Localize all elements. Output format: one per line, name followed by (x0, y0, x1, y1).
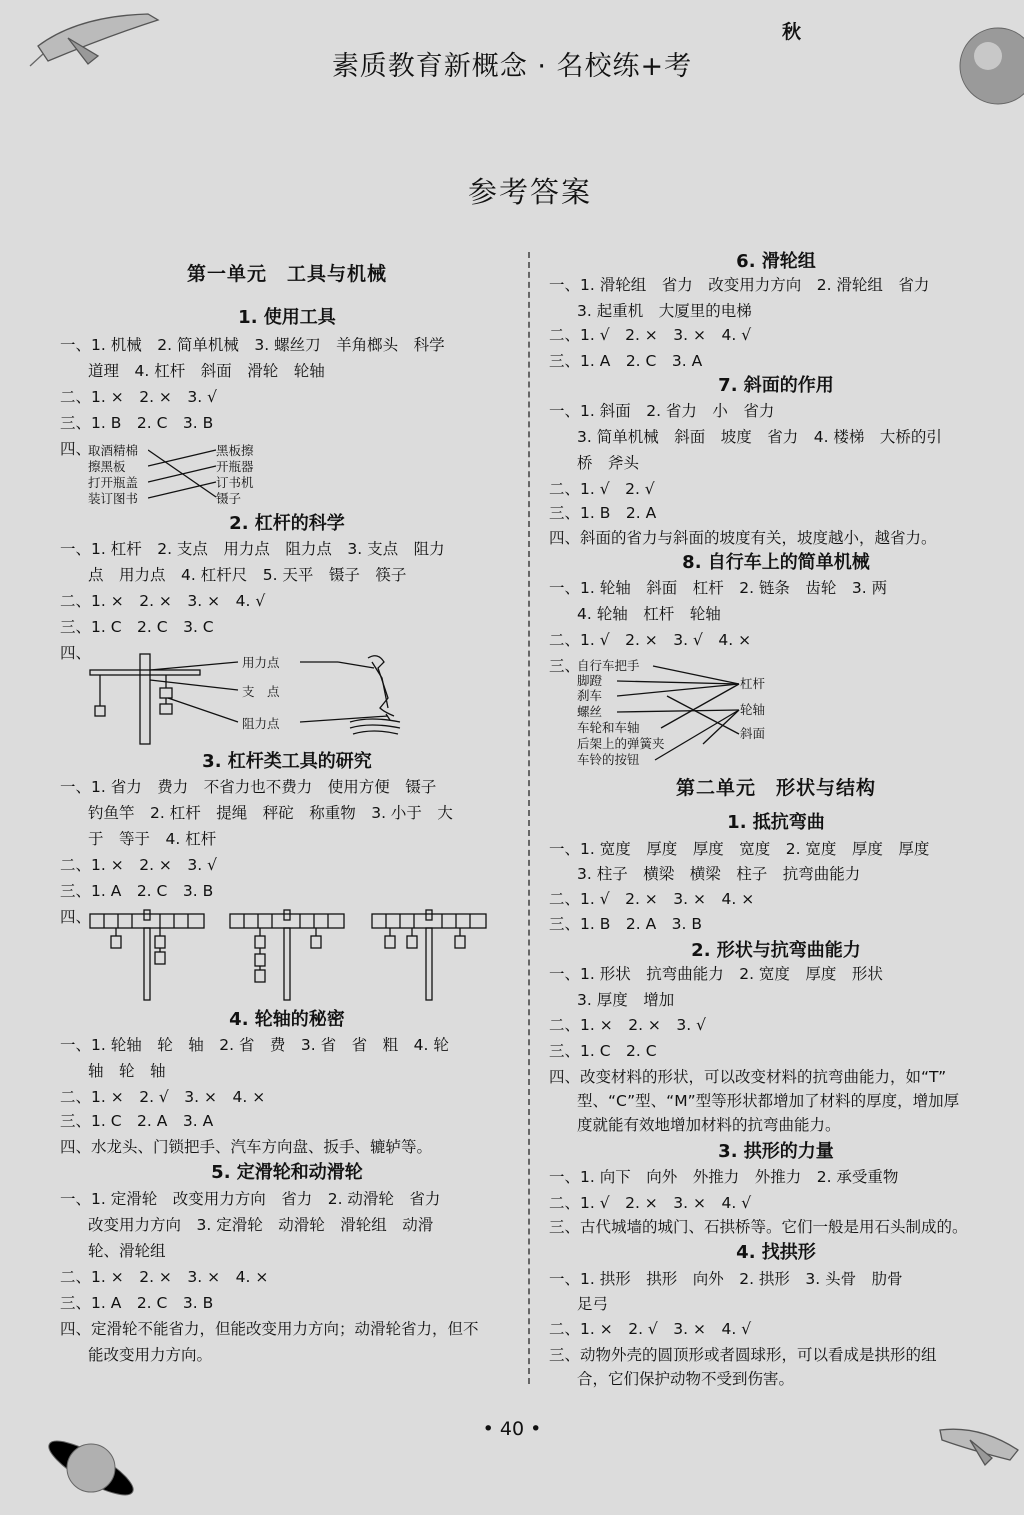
answer-line: 四、改变材料的形状，可以改变材料的抗弯曲能力，如“T” (549, 1068, 947, 1086)
answer-line: 能改变用力方向。 (88, 1346, 213, 1364)
answer-line: 二、1. × 2. × 3. × 4. × (60, 1268, 269, 1286)
answer-line: 于 等于 4. 杠杆 (88, 830, 217, 848)
answer-line: 二、1. √ 2. × 3. × 4. × (549, 890, 755, 908)
answer-line: 二、1. √ 2. × 3. √ 4. × (549, 631, 752, 649)
match-left-item: 脚蹬 (577, 673, 603, 688)
section-title: 6. 滑轮组 (736, 251, 816, 272)
match-left-item: 自行车把手 (577, 658, 640, 673)
answer-line: 一、1. 形状 抗弯曲能力 2. 宽度 厚度 形状 (549, 965, 883, 983)
match-right-item: 黑板擦 (216, 443, 254, 458)
match-left-item: 打开瓶盖 (88, 475, 139, 490)
unit-2-heading: 第二单元 形状与结构 (675, 777, 876, 799)
section-title: 8. 自行车上的简单机械 (682, 552, 870, 573)
answer-line: 道理 4. 杠杆 斜面 滑轮 轮轴 (88, 362, 325, 380)
section-title: 7. 斜面的作用 (718, 375, 834, 396)
lever-label: 阻力点 (242, 716, 280, 731)
answer-line: 二、1. × 2. √ 3. × 4. √ (549, 1320, 752, 1338)
answer-line: 三、1. C 2. C (549, 1042, 657, 1060)
match-left-item: 取酒精棉 (88, 443, 139, 458)
unit-1-heading: 第一单元 工具与机械 (186, 263, 387, 285)
answer-line: 三、动物外壳的圆顶形或者圆球形，可以看成是拱形的组 (549, 1346, 937, 1364)
answer-line: 合，它们保护动物不受到伤害。 (577, 1370, 795, 1388)
answer-line: 二、1. × 2. √ 3. × 4. × (60, 1088, 266, 1106)
page-title: 参考答案 (467, 175, 592, 209)
answer-line: 一、1. 宽度 厚度 厚度 宽度 2. 宽度 厚度 厚度 (549, 840, 930, 858)
lever-balance-diagrams (88, 906, 518, 1006)
answer-label: 四、 (60, 440, 92, 458)
answer-line: 三、1. A 2. C 3. B (60, 1294, 214, 1312)
match-left-item: 后架上的弹簧夹 (577, 736, 665, 751)
match-left-item: 螺丝 (577, 704, 603, 719)
match-left-item: 擦黑板 (88, 459, 126, 474)
answer-line: 四、定滑轮不能省力，但能改变用力方向；动滑轮省力，但不 (60, 1320, 479, 1338)
section-title: 5. 定滑轮和动滑轮 (211, 1162, 363, 1183)
answer-line: 三、1. A 2. C 3. A (549, 352, 703, 370)
lever-label: 用力点 (242, 655, 280, 670)
answer-label: 四、 (60, 908, 92, 926)
match-right-item: 轮轴 (740, 702, 766, 717)
answer-line: 三、1. C 2. A 3. A (60, 1112, 214, 1130)
answer-line: 轮、滑轮组 (88, 1242, 166, 1260)
answer-label: 三、 (549, 657, 581, 675)
matching-lines (617, 658, 743, 768)
answer-line: 二、1. × 2. × 3. √ (60, 388, 217, 406)
match-right-item: 镊子 (216, 491, 242, 506)
answer-line: 二、1. × 2. × 3. √ (549, 1016, 706, 1034)
answer-line: 3. 厚度 增加 (577, 991, 675, 1009)
answer-line: 一、1. 轮轴 斜面 杠杆 2. 链条 齿轮 3. 两 (549, 579, 888, 597)
answer-line: 3. 简单机械 斜面 坡度 省力 4. 楼梯 大桥的引 (577, 428, 942, 446)
answer-line: 四、水龙头、门锁把手、汽车方向盘、扳手、辘轳等。 (60, 1138, 433, 1156)
answer-line: 二、1. × 2. × 3. √ (60, 856, 217, 874)
answer-line: 一、1. 斜面 2. 省力 小 省力 (549, 402, 775, 420)
section-title: 1. 使用工具 (238, 307, 336, 328)
match-right-item: 杠杆 (740, 676, 766, 691)
section-title: 3. 杠杆类工具的研究 (202, 751, 372, 772)
answer-line: 三、1. A 2. C 3. B (60, 882, 214, 900)
answer-line: 三、1. B 2. A 3. B (549, 915, 703, 933)
answer-line: 4. 轮轴 杠杆 轮轴 (577, 605, 721, 623)
answer-line: 二、1. √ 2. × 3. × 4. √ (549, 1194, 752, 1212)
answer-line: 一、1. 杠杆 2. 支点 用力点 阻力点 3. 支点 阻力 (60, 540, 445, 558)
header-title: 素质教育新概念 · 名校练+考 (331, 51, 693, 82)
lever-label: 支 点 (242, 684, 280, 699)
match-right-item: 开瓶器 (216, 459, 254, 474)
answer-line: 桥 斧头 (577, 454, 640, 472)
match-right-item: 斜面 (740, 726, 766, 741)
answer-line: 一、1. 向下 向外 外推力 外推力 2. 承受重物 (549, 1168, 899, 1186)
answer-line: 二、1. × 2. × 3. × 4. √ (60, 592, 266, 610)
answer-line: 钓鱼竿 2. 杠杆 提绳 秤砣 称重物 3. 小于 大 (88, 804, 453, 822)
section-title: 4. 轮轴的秘密 (229, 1009, 345, 1030)
answer-line: 一、1. 省力 费力 不省力也不费力 使用方便 镊子 (60, 778, 437, 796)
page-number: • 40 • (482, 1418, 542, 1440)
match-left-item: 装订图书 (88, 491, 139, 506)
answer-line: 型、“C”型、“M”型等形状都增加了材料的厚度，增加厚 (577, 1092, 960, 1110)
answer-label: 四、 (60, 644, 92, 662)
season-mark: 秋 (782, 21, 802, 43)
answer-line: 改变用力方向 3. 定滑轮 动滑轮 滑轮组 动滑 (88, 1216, 434, 1234)
answer-line: 足弓 (577, 1295, 609, 1313)
match-left-item: 刹车 (577, 688, 603, 703)
answer-line: 一、1. 轮轴 轮 轴 2. 省 费 3. 省 省 粗 4. 轮 (60, 1036, 449, 1054)
section-title: 2. 杠杆的科学 (229, 513, 345, 534)
matching-lines (148, 440, 218, 508)
answer-line: 一、1. 滑轮组 省力 改变用力方向 2. 滑轮组 省力 (549, 276, 930, 294)
answer-line: 二、1. √ 2. × 3. × 4. √ (549, 326, 752, 344)
match-left-item: 车铃的按钮 (577, 752, 640, 767)
answer-line: 二、1. √ 2. √ (549, 480, 655, 498)
answer-line: 3. 起重机 大厦里的电梯 (577, 302, 752, 320)
match-right-item: 订书机 (216, 475, 254, 490)
match-left-item: 车轮和车轴 (577, 720, 640, 735)
answer-line: 三、1. C 2. C 3. C (60, 618, 214, 636)
section-title: 4. 找拱形 (736, 1242, 816, 1263)
answer-line: 三、1. B 2. C 3. B (60, 414, 214, 432)
answer-line: 一、1. 定滑轮 改变用力方向 省力 2. 动滑轮 省力 (60, 1190, 441, 1208)
answer-line: 四、斜面的省力与斜面的坡度有关，坡度越小，越省力。 (549, 529, 937, 547)
answer-line: 三、古代城墙的城门、石拱桥等。它们一般是用石头制成的。 (549, 1218, 968, 1236)
answer-line: 一、1. 机械 2. 简单机械 3. 螺丝刀 羊角榔头 科学 (60, 336, 445, 354)
answer-line: 轴 轮 轴 (88, 1062, 166, 1080)
answer-line: 度就能有效地增加材料的抗弯曲能力。 (577, 1116, 841, 1134)
section-title: 2. 形状与抗弯曲能力 (691, 940, 861, 961)
answer-line: 一、1. 拱形 拱形 向外 2. 拱形 3. 头骨 肋骨 (549, 1270, 903, 1288)
answer-line: 点 用力点 4. 杠杆尺 5. 天平 镊子 筷子 (88, 566, 407, 584)
answer-line: 三、1. B 2. A (549, 504, 657, 522)
answer-line: 3. 柱子 横梁 横梁 柱子 抗弯曲能力 (577, 865, 861, 883)
section-title: 3. 拱形的力量 (718, 1141, 834, 1162)
column-divider (528, 252, 530, 1384)
section-title: 1. 抵抗弯曲 (727, 812, 825, 833)
